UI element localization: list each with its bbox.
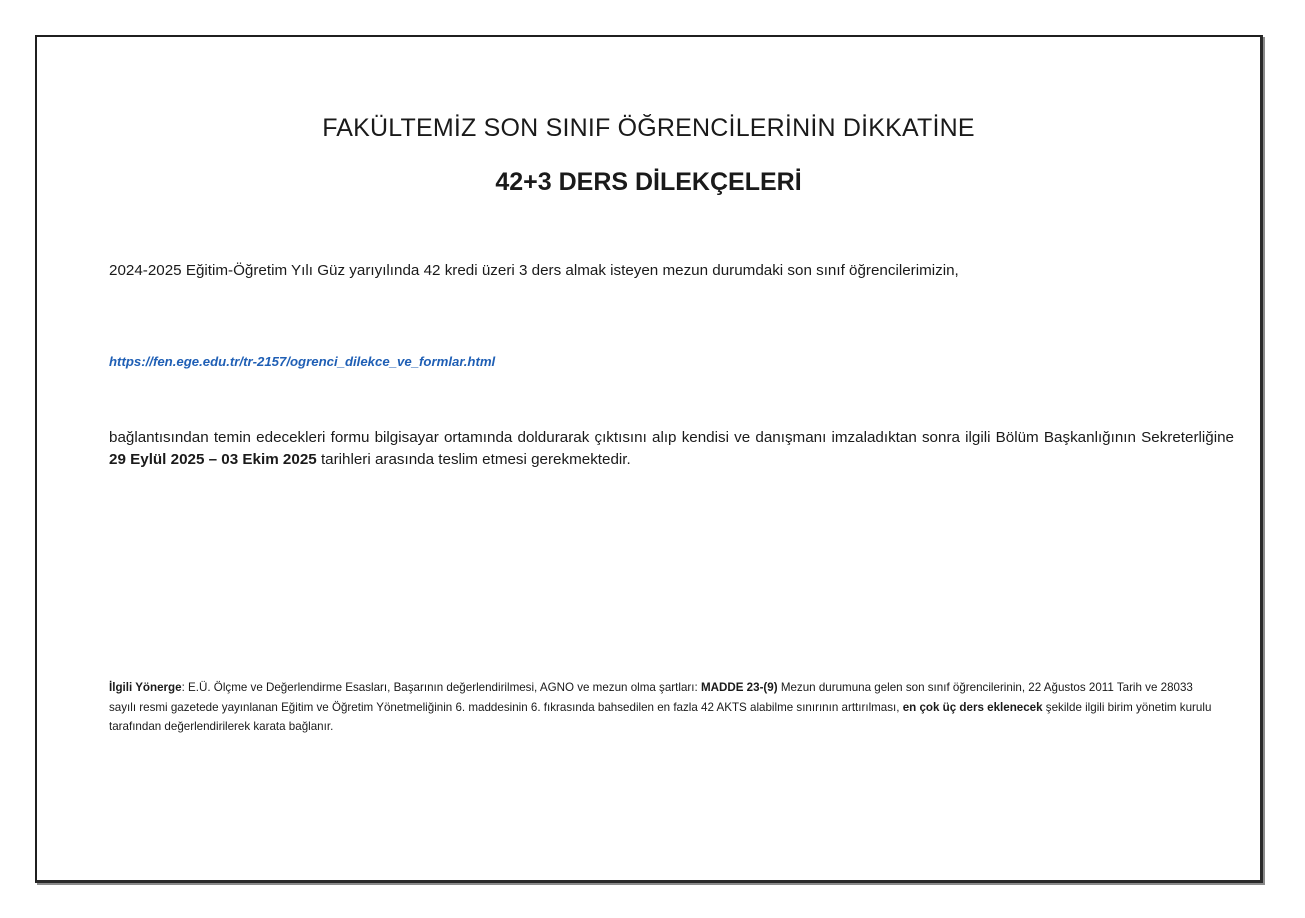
regulation-footnote [109, 678, 1220, 737]
footnote-article: MADDE 23-(9) [700, 681, 778, 694]
footnote-label: İlgili Yönerge [109, 681, 182, 694]
footnote-emphasis: en çok üç ders eklenecek [902, 700, 1043, 714]
notice-subtitle: 42+3 DERS DİLEKÇELERİ [495, 168, 802, 196]
instruction-paragraph [109, 427, 1234, 471]
instruction-text-after: tarihleri arasında teslim etmesi gerekmektedir. [316, 451, 631, 468]
instruction-text-before: bağlantısından temin edecekleri formu bilgisayar ortamında doldurarak çıktısını alıp kendisi ve danışmanı imzaladıktan sonra ilgili Bölüm Başkanlığının Sekreterliğine [109, 429, 1234, 446]
deadline-dates: 29 Eylül 2025 – 03 Ekim 2025 [109, 451, 317, 468]
intro-paragraph: 2024-2025 Eğitim-Öğretim Yılı Güz yarıyılında 42 kredi üzeri 3 ders almak isteyen mezun durumdaki son sınıf öğrencilerimizin, [109, 262, 959, 279]
footnote-text-1: : E.Ü. Ölçme ve Değerlendirme Esasları, Başarının değerlendirilmesi, AGNO ve mezun olma şartları: [181, 681, 701, 694]
form-link[interactable]: https://fen.ege.edu.tr/tr-2157/ogrenci_dilekce_ve_formlar.html [109, 354, 496, 369]
footnote-text-2: Mezun durumuna gelen son sınıf öğrencilerinin, 22 Ağustos 2011 Tarih ve 28033 sayılı resmi gazetede yayınlanan Eğitim ve Öğretim Yönetmeliğinin 6. maddesinin 6. fıkrasında bahsedilen en fazla 42 AKTS alabilme sınırının arttırılması, [109, 681, 1193, 714]
notice-frame [35, 35, 1263, 883]
footnote-text-3: şekilde ilgili birim yönetim kurulu tarafından değerlendirilerek karata bağlanır. [109, 700, 1212, 733]
notice-title: FAKÜLTEMİZ SON SINIF ÖĞRENCİLERİNİN DİKKATİNE [322, 114, 975, 142]
